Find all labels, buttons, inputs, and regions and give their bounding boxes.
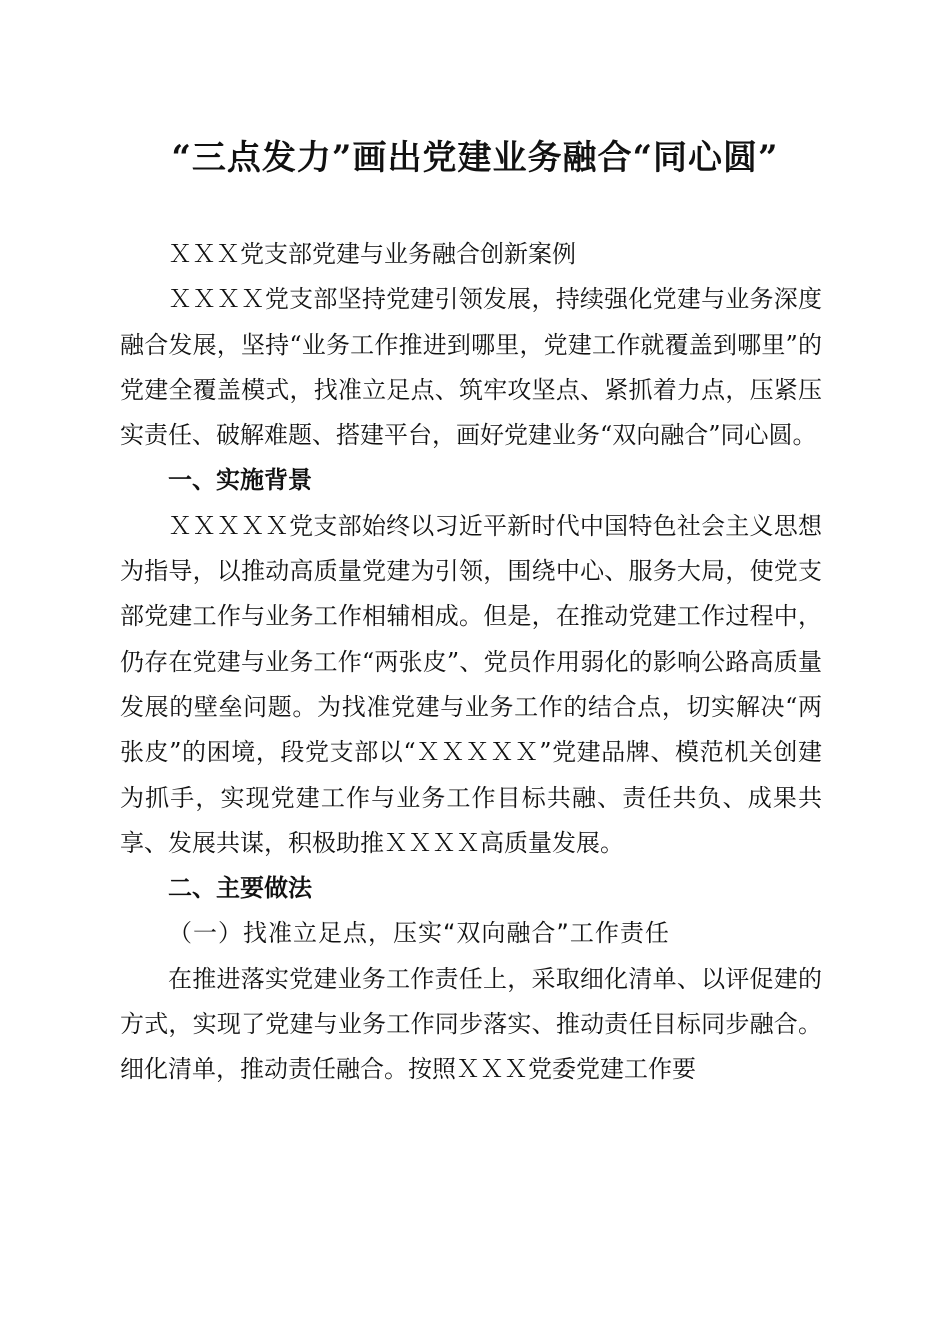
section-heading-background: 一、实施背景 <box>168 466 312 495</box>
document-body <box>120 232 822 1093</box>
background-paragraph: ＸＸＸＸＸ党支部始终以习近平新时代中国特色社会主义思想为指导，以推动高质量党建为引领，围绕中心、服务大局，使党支部党建工作与业务工作相辅相成。但是，在推动党建工作过程中，仍存在党建与业务工作“两张皮”、党员作用弱化的影响公路高质量发展的壁垒问题。为找准党建与业务工作的结合点，切实解决“两张皮”的困境，段党支部以“ＸＸＸＸＸ”党建品牌、模范机关创建为抓手，实现党建工作与业务工作目标共融、责任共负、成果共享、发展共谋，积极助推ＸＸＸＸ高质量发展。 <box>120 511 822 857</box>
subsection-heading-foothold: （一）找准立足点，压实“双向融合”工作责任 <box>168 919 670 948</box>
document-title: “三点发力”画出党建业务融合“同心圆” <box>171 138 779 178</box>
foothold-paragraph: 在推进落实党建业务工作责任上，采取细化清单、以评促建的方式，实现了党建与业务工作同步落实、推动责任目标同步融合。细化清单，推动责任融合。按照ＸＸＸ党委党建工作要 <box>120 964 822 1084</box>
document-subtitle: ＸＸＸ党支部党建与业务融合创新案例 <box>168 240 576 268</box>
intro-paragraph: ＸＸＸＸ党支部坚持党建引领发展，持续强化党建与业务深度融合发展，坚持“业务工作推进到哪里，党建工作就覆盖到哪里”的党建全覆盖模式，找准立足点、筑牢攻坚点、紧抓着力点，压紧压实责任、破解难题、搭建平台，画好党建业务“双向融合”同心圆。 <box>120 285 822 450</box>
section-heading-practices: 二、主要做法 <box>168 874 312 903</box>
